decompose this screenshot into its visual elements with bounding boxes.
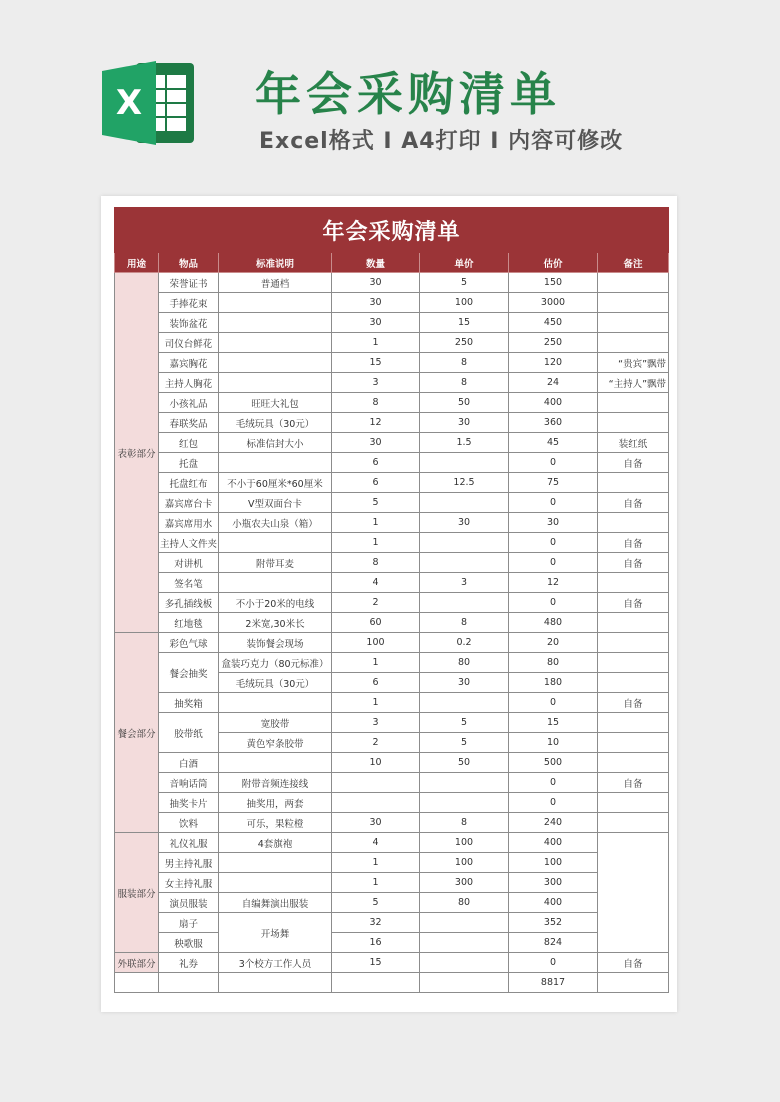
quantity-cell: 30 bbox=[332, 813, 420, 833]
note-cell bbox=[598, 753, 669, 773]
spec-cell: 普通档 bbox=[219, 273, 332, 293]
table-row bbox=[115, 353, 669, 373]
note-cell: 自备 bbox=[598, 553, 669, 573]
spec-cell: 3个校方工作人员 bbox=[219, 953, 332, 973]
estimate-cell: 3000 bbox=[509, 293, 598, 313]
item-cell: 胶带纸 bbox=[159, 713, 219, 753]
price-cell: 80 bbox=[420, 653, 509, 673]
price-cell: 15 bbox=[420, 313, 509, 333]
table-row bbox=[115, 953, 669, 973]
item-cell: 主持人胸花 bbox=[159, 373, 219, 393]
price-cell: 8 bbox=[420, 373, 509, 393]
table-row bbox=[115, 373, 669, 393]
table-row bbox=[115, 633, 669, 653]
column-header: 单价 bbox=[420, 253, 509, 273]
note-cell bbox=[598, 673, 669, 693]
column-header: 物品 bbox=[159, 253, 219, 273]
empty-cell bbox=[332, 973, 420, 993]
item-cell: 签名笔 bbox=[159, 573, 219, 593]
spec-cell bbox=[219, 293, 332, 313]
quantity-cell: 3 bbox=[332, 713, 420, 733]
table-row bbox=[115, 333, 669, 353]
quantity-cell: 60 bbox=[332, 613, 420, 633]
item-cell: 礼券 bbox=[159, 953, 219, 973]
price-cell: 30 bbox=[420, 413, 509, 433]
note-cell: 自备 bbox=[598, 453, 669, 473]
note-cell bbox=[598, 273, 669, 293]
column-header: 估价 bbox=[509, 253, 598, 273]
estimate-cell: 15 bbox=[509, 713, 598, 733]
quantity-cell: 100 bbox=[332, 633, 420, 653]
spec-cell: 毛绒玩具（30元） bbox=[219, 673, 332, 693]
purchase-table bbox=[114, 207, 669, 993]
price-cell: 5 bbox=[420, 733, 509, 753]
quantity-cell: 2 bbox=[332, 593, 420, 613]
table-row bbox=[115, 313, 669, 333]
estimate-cell: 24 bbox=[509, 373, 598, 393]
note-cell bbox=[598, 653, 669, 673]
estimate-cell: 480 bbox=[509, 613, 598, 633]
spec-cell bbox=[219, 873, 332, 893]
estimate-cell: 0 bbox=[509, 793, 598, 813]
note-cell bbox=[598, 413, 669, 433]
quantity-cell bbox=[332, 793, 420, 813]
item-cell: 装饰盆花 bbox=[159, 313, 219, 333]
table-row bbox=[115, 553, 669, 573]
category-cell: 服装部分 bbox=[115, 833, 159, 953]
table-row bbox=[115, 433, 669, 453]
category-cell: 餐会部分 bbox=[115, 633, 159, 833]
quantity-cell: 1 bbox=[332, 653, 420, 673]
quantity-cell: 1 bbox=[332, 873, 420, 893]
quantity-cell: 32 bbox=[332, 913, 420, 933]
price-cell bbox=[420, 953, 509, 973]
item-cell: 饮料 bbox=[159, 813, 219, 833]
spec-cell: 可乐，果粒橙 bbox=[219, 813, 332, 833]
estimate-cell: 0 bbox=[509, 593, 598, 613]
table-row bbox=[115, 473, 669, 493]
note-cell bbox=[598, 733, 669, 753]
price-cell: 30 bbox=[420, 513, 509, 533]
table-row bbox=[115, 933, 669, 953]
note-cell bbox=[598, 713, 669, 733]
spec-cell: 标准信封大小 bbox=[219, 433, 332, 453]
note-cell bbox=[598, 513, 669, 533]
quantity-cell: 30 bbox=[332, 293, 420, 313]
estimate-cell: 100 bbox=[509, 853, 598, 873]
spec-cell: 不小于60厘米*60厘米 bbox=[219, 473, 332, 493]
estimate-cell: 360 bbox=[509, 413, 598, 433]
quantity-cell: 30 bbox=[332, 433, 420, 453]
item-cell: 嘉宾席用水 bbox=[159, 513, 219, 533]
quantity-cell: 1 bbox=[332, 533, 420, 553]
item-cell: 礼仪礼服 bbox=[159, 833, 219, 853]
table-row bbox=[115, 753, 669, 773]
item-cell: 彩色气球 bbox=[159, 633, 219, 653]
item-cell: 司仪台鲜花 bbox=[159, 333, 219, 353]
spec-cell: 宽胶带 bbox=[219, 713, 332, 733]
estimate-cell: 0 bbox=[509, 453, 598, 473]
table-row bbox=[115, 453, 669, 473]
item-cell: 音响话筒 bbox=[159, 773, 219, 793]
item-cell: 荣誉证书 bbox=[159, 273, 219, 293]
column-header: 用途 bbox=[115, 253, 159, 273]
quantity-cell: 6 bbox=[332, 473, 420, 493]
note-cell bbox=[598, 633, 669, 653]
estimate-cell: 80 bbox=[509, 653, 598, 673]
note-cell bbox=[598, 573, 669, 593]
estimate-cell: 240 bbox=[509, 813, 598, 833]
quantity-cell: 4 bbox=[332, 573, 420, 593]
item-cell: 演员服装 bbox=[159, 893, 219, 913]
item-cell: 红地毯 bbox=[159, 613, 219, 633]
item-cell: 主持人文件夹 bbox=[159, 533, 219, 553]
table-row bbox=[115, 273, 669, 293]
quantity-cell: 15 bbox=[332, 353, 420, 373]
column-header: 数量 bbox=[332, 253, 420, 273]
item-cell: 对讲机 bbox=[159, 553, 219, 573]
table-row bbox=[115, 393, 669, 413]
quantity-cell: 5 bbox=[332, 493, 420, 513]
table-row bbox=[115, 533, 669, 553]
quantity-cell: 8 bbox=[332, 393, 420, 413]
spec-cell: 装饰餐会现场 bbox=[219, 633, 332, 653]
price-cell bbox=[420, 913, 509, 933]
note-cell bbox=[598, 813, 669, 833]
spec-cell: 附带耳麦 bbox=[219, 553, 332, 573]
note-cell: 自备 bbox=[598, 493, 669, 513]
empty-cell bbox=[420, 973, 509, 993]
item-cell: 嘉宾席台卡 bbox=[159, 493, 219, 513]
spec-cell: V型双面台卡 bbox=[219, 493, 332, 513]
item-cell: 白酒 bbox=[159, 753, 219, 773]
spec-cell: 黄色窄条胶带 bbox=[219, 733, 332, 753]
item-cell: 抽奖箱 bbox=[159, 693, 219, 713]
header bbox=[0, 0, 780, 195]
column-header: 标准说明 bbox=[219, 253, 332, 273]
empty-cell bbox=[115, 973, 159, 993]
quantity-cell: 30 bbox=[332, 313, 420, 333]
quantity-cell: 8 bbox=[332, 553, 420, 573]
quantity-cell: 6 bbox=[332, 453, 420, 473]
sheet-title: 年会采购清单 bbox=[115, 208, 669, 253]
spec-cell bbox=[219, 373, 332, 393]
price-cell: 30 bbox=[420, 673, 509, 693]
price-cell: 80 bbox=[420, 893, 509, 913]
quantity-cell: 16 bbox=[332, 933, 420, 953]
item-cell: 扇子 bbox=[159, 913, 219, 933]
price-cell bbox=[420, 933, 509, 953]
price-cell: 100 bbox=[420, 853, 509, 873]
estimate-cell: 400 bbox=[509, 833, 598, 853]
table-row bbox=[115, 833, 669, 853]
item-cell: 嘉宾胸花 bbox=[159, 353, 219, 373]
quantity-cell: 10 bbox=[332, 753, 420, 773]
item-cell: 秧歌服 bbox=[159, 933, 219, 953]
quantity-cell: 30 bbox=[332, 273, 420, 293]
quantity-cell: 1 bbox=[332, 333, 420, 353]
price-cell bbox=[420, 593, 509, 613]
page-subtitle: Excel格式 I A4打印 I 内容可修改 bbox=[259, 129, 624, 154]
price-cell: 100 bbox=[420, 833, 509, 853]
estimate-cell: 0 bbox=[509, 773, 598, 793]
price-cell: 5 bbox=[420, 713, 509, 733]
note-cell: “主持人”飘带 bbox=[598, 373, 669, 393]
total-row bbox=[115, 973, 669, 993]
table-row bbox=[115, 693, 669, 713]
quantity-cell: 1 bbox=[332, 513, 420, 533]
price-cell: 50 bbox=[420, 753, 509, 773]
note-cell bbox=[598, 613, 669, 633]
price-cell bbox=[420, 533, 509, 553]
item-cell: 托盘红布 bbox=[159, 473, 219, 493]
item-cell: 女主持礼服 bbox=[159, 873, 219, 893]
spec-cell: 自编舞演出服装 bbox=[219, 893, 332, 913]
price-cell: 0.2 bbox=[420, 633, 509, 653]
estimate-cell: 0 bbox=[509, 493, 598, 513]
empty-cell bbox=[159, 973, 219, 993]
excel-logo-icon bbox=[100, 57, 198, 149]
column-header: 备注 bbox=[598, 253, 669, 273]
estimate-cell: 0 bbox=[509, 533, 598, 553]
estimate-cell: 450 bbox=[509, 313, 598, 333]
spec-cell bbox=[219, 313, 332, 333]
table-row bbox=[115, 873, 669, 893]
document-page bbox=[101, 196, 677, 1012]
note-cell: 自备 bbox=[598, 693, 669, 713]
estimate-cell: 300 bbox=[509, 873, 598, 893]
spec-cell: 不小于20米的电线 bbox=[219, 593, 332, 613]
estimate-cell: 400 bbox=[509, 393, 598, 413]
spec-cell bbox=[219, 333, 332, 353]
price-cell: 1.5 bbox=[420, 433, 509, 453]
estimate-cell: 0 bbox=[509, 693, 598, 713]
price-cell: 8 bbox=[420, 813, 509, 833]
quantity-cell: 4 bbox=[332, 833, 420, 853]
estimate-cell: 150 bbox=[509, 273, 598, 293]
estimate-cell: 120 bbox=[509, 353, 598, 373]
spec-cell bbox=[219, 353, 332, 373]
spec-cell bbox=[219, 573, 332, 593]
note-cell: 装红纸 bbox=[598, 433, 669, 453]
logo-letter: X bbox=[115, 83, 143, 123]
note-cell bbox=[598, 473, 669, 493]
note-cell bbox=[598, 393, 669, 413]
note-cell bbox=[598, 833, 669, 953]
category-cell: 表彰部分 bbox=[115, 273, 159, 633]
spec-cell bbox=[219, 853, 332, 873]
table-row bbox=[115, 913, 669, 933]
note-cell bbox=[598, 313, 669, 333]
quantity-cell: 2 bbox=[332, 733, 420, 753]
table-row bbox=[115, 813, 669, 833]
price-cell: 50 bbox=[420, 393, 509, 413]
spec-cell: 抽奖用，两套 bbox=[219, 793, 332, 813]
table-row bbox=[115, 573, 669, 593]
total-cell: 8817 bbox=[509, 973, 598, 993]
spec-cell: 毛绒玩具（30元） bbox=[219, 413, 332, 433]
price-cell: 3 bbox=[420, 573, 509, 593]
quantity-cell: 5 bbox=[332, 893, 420, 913]
table-row bbox=[115, 493, 669, 513]
spec-cell: 盒装巧克力（80元标准） bbox=[219, 653, 332, 673]
table-row bbox=[115, 293, 669, 313]
price-cell bbox=[420, 453, 509, 473]
table-row bbox=[115, 593, 669, 613]
note-cell: 自备 bbox=[598, 533, 669, 553]
price-cell bbox=[420, 793, 509, 813]
estimate-cell: 75 bbox=[509, 473, 598, 493]
estimate-cell: 250 bbox=[509, 333, 598, 353]
estimate-cell: 400 bbox=[509, 893, 598, 913]
table-row bbox=[115, 413, 669, 433]
quantity-cell: 3 bbox=[332, 373, 420, 393]
spec-cell bbox=[219, 693, 332, 713]
table-row bbox=[115, 773, 669, 793]
price-cell bbox=[420, 493, 509, 513]
spec-cell bbox=[219, 753, 332, 773]
price-cell bbox=[420, 693, 509, 713]
empty-cell bbox=[598, 973, 669, 993]
spec-cell: 旺旺大礼包 bbox=[219, 393, 332, 413]
note-cell: “贵宾”飘带 bbox=[598, 353, 669, 373]
table-row bbox=[115, 713, 669, 733]
item-cell: 托盘 bbox=[159, 453, 219, 473]
estimate-cell: 45 bbox=[509, 433, 598, 453]
page-title: 年会采购清单 bbox=[255, 67, 561, 121]
table-row bbox=[115, 893, 669, 913]
spec-cell: 附带音频连接线 bbox=[219, 773, 332, 793]
item-cell: 小孩礼品 bbox=[159, 393, 219, 413]
item-cell: 抽奖卡片 bbox=[159, 793, 219, 813]
spec-cell: 小瓶农夫山泉（箱） bbox=[219, 513, 332, 533]
quantity-cell: 1 bbox=[332, 693, 420, 713]
item-cell: 春联奖品 bbox=[159, 413, 219, 433]
estimate-cell: 352 bbox=[509, 913, 598, 933]
spec-cell: 2米宽,30米长 bbox=[219, 613, 332, 633]
spec-cell: 4套旗袍 bbox=[219, 833, 332, 853]
note-cell: 自备 bbox=[598, 773, 669, 793]
item-cell: 手捧花束 bbox=[159, 293, 219, 313]
estimate-cell: 0 bbox=[509, 553, 598, 573]
estimate-cell: 12 bbox=[509, 573, 598, 593]
price-cell bbox=[420, 553, 509, 573]
item-cell: 男主持礼服 bbox=[159, 853, 219, 873]
note-cell bbox=[598, 333, 669, 353]
note-cell: 自备 bbox=[598, 953, 669, 973]
item-cell: 多孔插线板 bbox=[159, 593, 219, 613]
table-row bbox=[115, 793, 669, 813]
estimate-cell: 20 bbox=[509, 633, 598, 653]
price-cell: 12.5 bbox=[420, 473, 509, 493]
category-cell: 外联部分 bbox=[115, 953, 159, 973]
estimate-cell: 180 bbox=[509, 673, 598, 693]
table-row bbox=[115, 513, 669, 533]
estimate-cell: 824 bbox=[509, 933, 598, 953]
price-cell: 100 bbox=[420, 293, 509, 313]
price-cell: 5 bbox=[420, 273, 509, 293]
quantity-cell: 6 bbox=[332, 673, 420, 693]
estimate-cell: 500 bbox=[509, 753, 598, 773]
price-cell: 8 bbox=[420, 353, 509, 373]
spec-cell bbox=[219, 533, 332, 553]
table-row bbox=[115, 613, 669, 633]
price-cell: 250 bbox=[420, 333, 509, 353]
estimate-cell: 10 bbox=[509, 733, 598, 753]
price-cell: 300 bbox=[420, 873, 509, 893]
empty-cell bbox=[219, 973, 332, 993]
price-cell: 8 bbox=[420, 613, 509, 633]
table-row bbox=[115, 853, 669, 873]
spec-cell: 开场舞 bbox=[219, 913, 332, 953]
quantity-cell: 15 bbox=[332, 953, 420, 973]
price-cell bbox=[420, 773, 509, 793]
note-cell: 自备 bbox=[598, 593, 669, 613]
quantity-cell: 12 bbox=[332, 413, 420, 433]
estimate-cell: 0 bbox=[509, 953, 598, 973]
quantity-cell: 1 bbox=[332, 853, 420, 873]
note-cell bbox=[598, 293, 669, 313]
table-row bbox=[115, 653, 669, 673]
note-cell bbox=[598, 793, 669, 813]
quantity-cell bbox=[332, 773, 420, 793]
spec-cell bbox=[219, 453, 332, 473]
estimate-cell: 30 bbox=[509, 513, 598, 533]
item-cell: 红包 bbox=[159, 433, 219, 453]
item-cell: 餐会抽奖 bbox=[159, 653, 219, 693]
